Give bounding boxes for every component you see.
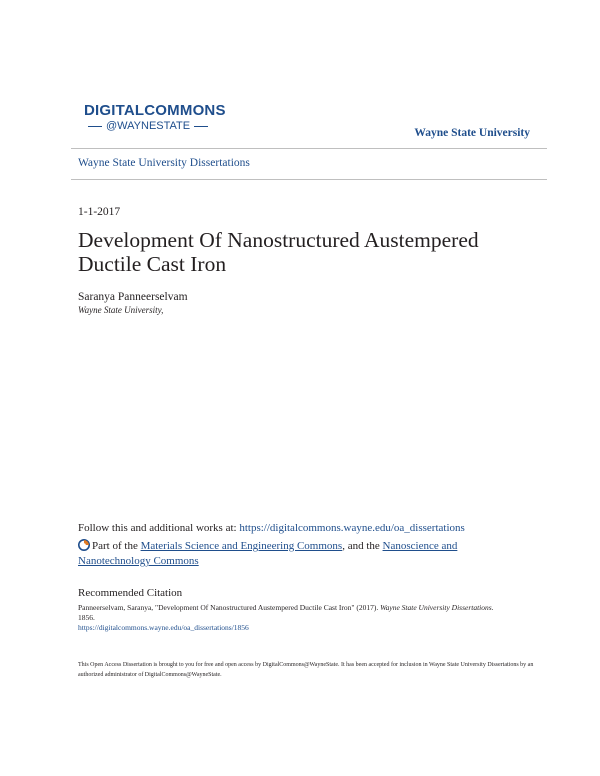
recommended-citation (78, 603, 498, 633)
citation-series: Wayne State University Dissertations (380, 603, 492, 612)
collection-link[interactable]: Wayne State University Dissertations (78, 157, 250, 169)
part-of-middle: , and the (342, 540, 383, 552)
citation-number: . 1856. (78, 603, 494, 622)
author-name: Saranya Panneerselvam (78, 291, 188, 303)
institution-link[interactable]: Wayne State University (414, 127, 530, 139)
open-access-notice: This Open Access Dissertation is brought to you for free and open access by DigitalCommons@WayneState. It has been accepted for inclusion in Wayne State University Dissertations by an authorized administrator of DigitalCommons@WayneState. (78, 662, 534, 678)
nanoscience-commons-link[interactable]: Nanoscience and Nanotechnology Commons (78, 540, 458, 567)
open-access-icon (78, 539, 90, 551)
author-affiliation: Wayne State University, (78, 305, 164, 315)
materials-science-commons-link[interactable]: Materials Science and Engineering Commons (140, 540, 343, 552)
document-title: Development Of Nanostructured Austempered Ductile Cast Iron (78, 228, 479, 276)
follow-line (78, 522, 465, 534)
logo-top-text: DIGITALCOMMONS (84, 102, 226, 119)
logo-left-dash (88, 126, 102, 127)
header-divider (71, 148, 547, 149)
follow-text: Follow this and additional works at: (78, 522, 240, 534)
part-of-prefix: Part of the (92, 540, 141, 552)
citation-text: Panneerselvam, Saranya, "Development Of Nanostructured Austempered Ductile Cast Iron" (2017). (78, 603, 381, 612)
part-of-paragraph (78, 539, 498, 569)
digitalcommons-logo[interactable] (84, 103, 234, 133)
collection-divider (71, 179, 547, 180)
citation-url[interactable]: https://digitalcommons.wayne.edu/oa_dissertations/1856 (78, 623, 249, 632)
publication-date: 1-1-2017 (78, 206, 121, 218)
logo-bottom-text: @WAYNESTATE (106, 120, 191, 132)
logo-right-dash (194, 126, 208, 127)
recommended-citation-heading: Recommended Citation (78, 587, 183, 599)
follow-link[interactable]: https://digitalcommons.wayne.edu/oa_dissertations (239, 522, 465, 534)
